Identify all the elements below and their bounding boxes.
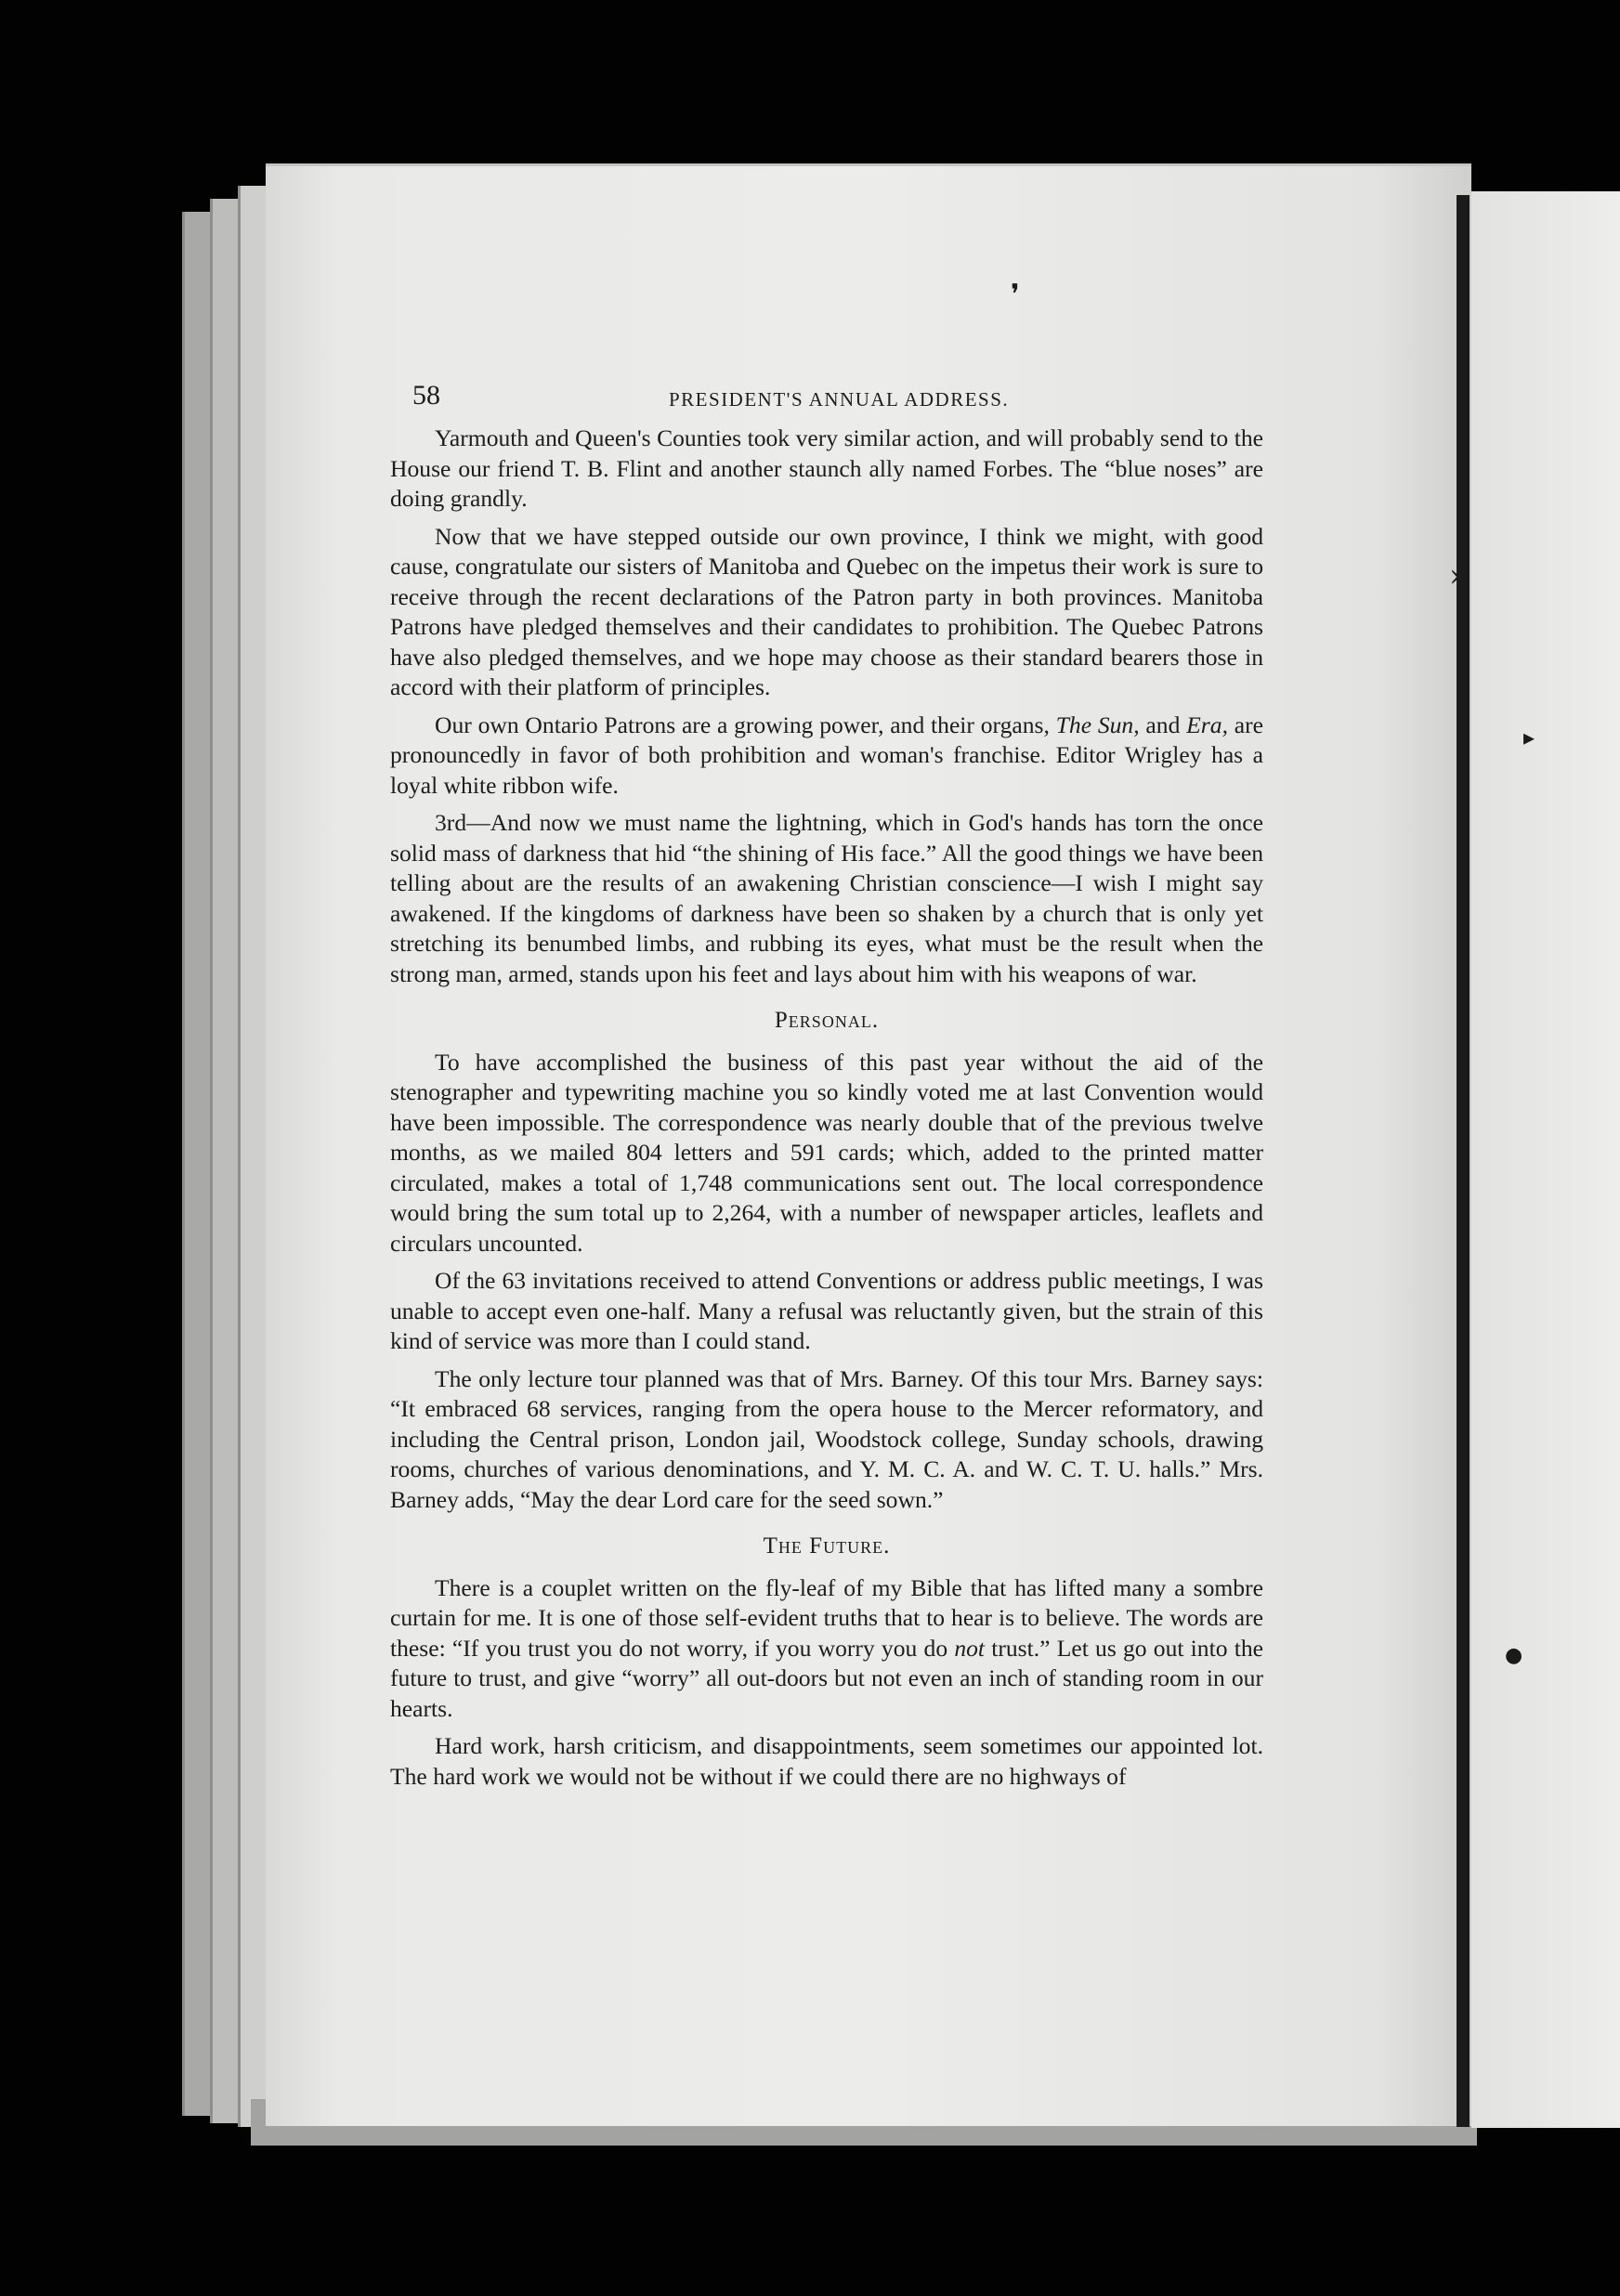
facing-page-margin xyxy=(1471,191,1620,2128)
paragraph: Of the 63 invitations received to attend Conventions or address public meetings, I was unable to accept even one-half. Many a refusal was reluctantly given, but the strain of this kind of service was more than I could stand. xyxy=(390,1267,1263,1354)
paragraph: To have accomplished the business of this past year without the aid of the stenographer and typewriting machine you so kindly voted me at last Convention would have been impossible. The correspondence was nearly double that of the previous twelve months, as we mailed 804 letters and 591 cards; which, added to the printed matter circulated, makes a total of 1,748 communications sent out. The local correspondence would bring the sum total up to 2,264, with a number of newspaper articles, leaflets and circulars uncounted. xyxy=(390,1048,1263,1257)
paragraph xyxy=(390,711,1263,802)
paragraph: Now that we have stepped outside our own province, I think we might, with good cause, congratulate our sisters of Manitoba and Quebec on the impetus their work is sure to receive through the recent declarations of the Patron party in both provinces. Manitoba Patrons have pledged themselves and their candidates to prohibition. The Quebec Patrons have also pledged themselves, and we hope may choose as their standard bearers those in accord with their platform of principles. xyxy=(390,522,1263,700)
paragraph: Hard work, harsh criticism, and disappointments, seem sometimes our appointed lot. The hard work we would not be without if we could there are no highways of xyxy=(390,1732,1263,1790)
running-head-title: PRESIDENT'S ANNUAL ADDRESS. xyxy=(669,388,1010,411)
paragraph-text: There is a couplet written on the fly-leaf of my Bible that has lifted many a sombre curtain for me. It is one of those self-evident truths that to hear is to believe. The words are these: “If you trust you do not worry, if you worry you do xyxy=(390,1573,1263,1662)
paragraph-text: trust.” Let us go out into the future to trust, and give “worry” all out-doors but not even an inch of standing room in our hearts. xyxy=(390,1634,1263,1722)
ink-speck: ▸ xyxy=(1523,724,1535,750)
emphasized-word: not xyxy=(954,1634,986,1662)
paragraph: 3rd—And now we must name the lightning, which in God's hands has torn the once solid mass of darkness that hid “the shining of His face.” All the good things we have been telling about are the results of an awakening Christian conscience—I wish I might say awakened. If the kingdoms of darkness have been so shaken by a church that is only yet stretching its benumbed limbs, and rubbing its eyes, what must be the result when the strong man, armed, stands upon his feet and lays about him with his weapons of war. xyxy=(390,809,1263,987)
section-heading-future: The Future. xyxy=(763,1533,891,1559)
paragraph xyxy=(390,1573,1263,1725)
ink-speck: ● xyxy=(1505,1644,1523,1667)
book-gutter xyxy=(1457,195,1470,2127)
page-number: 58 xyxy=(412,380,440,411)
ink-speck: › xyxy=(1449,557,1462,594)
newspaper-title: The Sun, xyxy=(1055,711,1140,738)
page-text xyxy=(390,381,1263,1799)
newspaper-title: Era, xyxy=(1186,711,1228,738)
paragraph-text: are pronouncedly in favor of both prohibition and woman's franchise. Editor Wrigley has a loyal white ribbon wife. xyxy=(390,711,1263,799)
paragraph: Yarmouth and Queen's Counties took very similar action, and will probably send to the House our friend T. B. Flint and another staunch ally named Forbes. The “blue noses” are doing grandly. xyxy=(390,424,1263,512)
paragraph-text: and xyxy=(1145,711,1181,738)
paragraph: The only lecture tour planned was that of Mrs. Barney. Of this tour Mrs. Barney says: “It embraced 68 services, ranging from the opera house to the Mercer reformatory, and including the Central prison, London jail, Woodstock college, Sunday schools, drawing rooms, churches of various denominations, and Y. M. C. A. and W. C. T. U. halls.” Mrs. Barney adds, “May the dear Lord care for the seed sown.” xyxy=(390,1364,1263,1513)
running-head xyxy=(390,381,1263,418)
section-heading-personal: Personal. xyxy=(774,1008,880,1033)
ink-speck: ❜ xyxy=(1011,279,1020,311)
paragraph-text: Our own Ontario Patrons are a growing power, and their organs, xyxy=(435,711,1050,738)
